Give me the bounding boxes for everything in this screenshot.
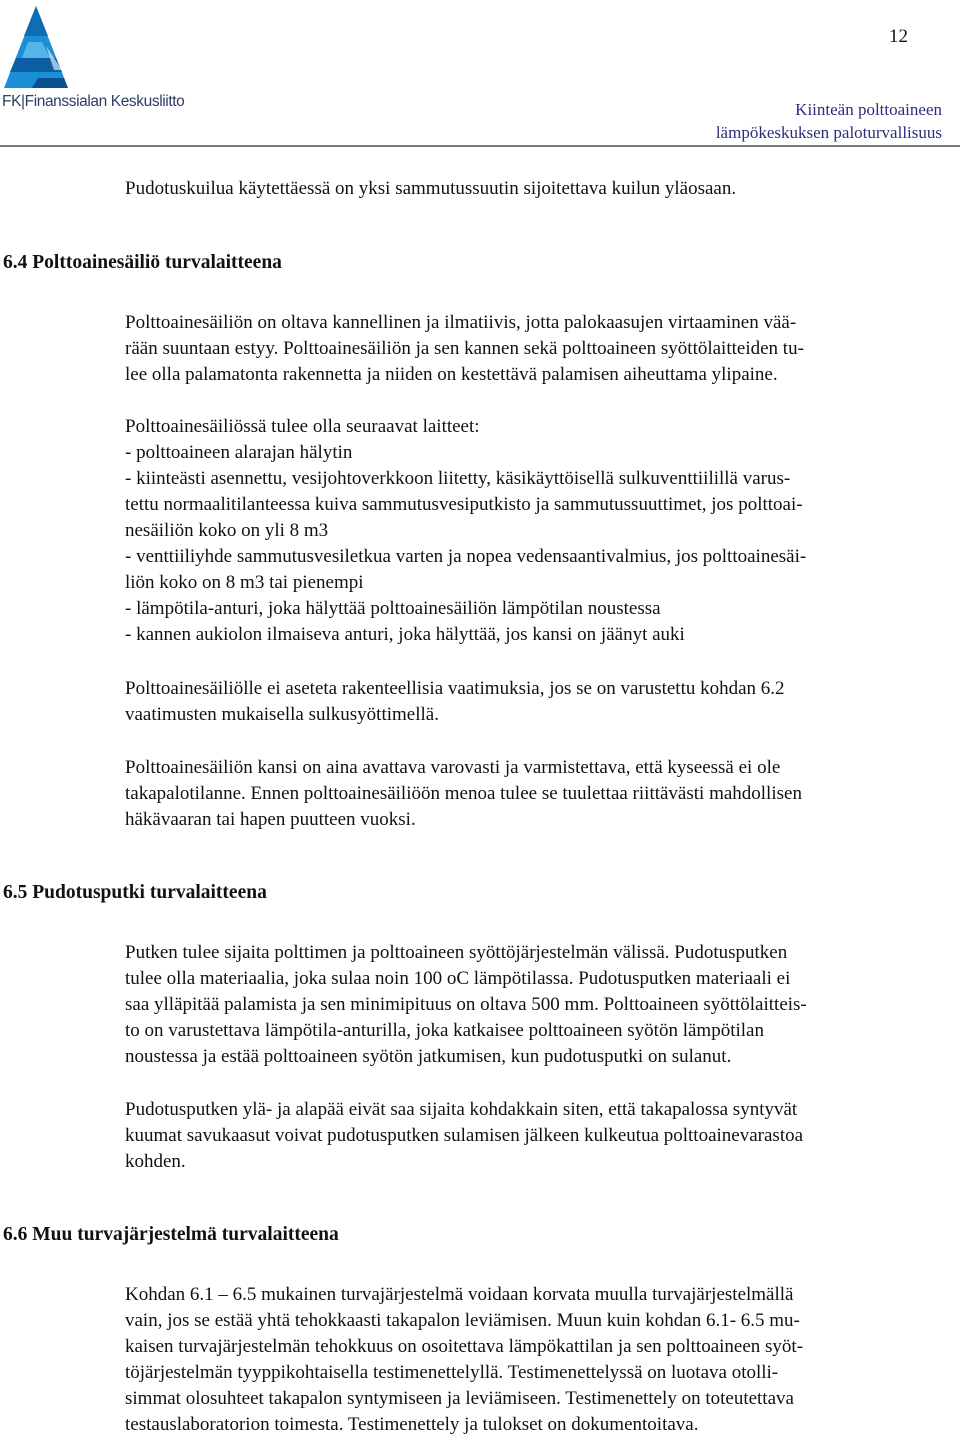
text-line: lee olla palamatonta rakennetta ja niiden on kestettävä palamisen aiheuttama ylipaine.: [125, 364, 778, 385]
text-line: Polttoainesäiliön kansi on aina avattava varovasti ja varmistettava, että kyseessä ei ole: [125, 757, 781, 778]
paragraph-6-4-4: [125, 755, 945, 833]
section-heading-6-4: 6.4 Polttoainesäiliö turvalaitteena: [3, 252, 282, 273]
paragraph-6-4-3: [125, 676, 945, 728]
text-line: kohden.: [125, 1151, 186, 1172]
text-line: kaisen turvajärjestelmän tehokkuus on osoitettava lämpökattilan ja sen polttoaineen syöt-: [125, 1336, 804, 1357]
text-line: Kohdan 6.1 – 6.5 mukainen turvajärjestelmä voidaan korvata muulla turvajärjestelmällä: [125, 1284, 794, 1305]
text-line: tulee olla materiaalia, joka sulaa noin 100 oC lämpötilassa. Pudotusputken materiaali ei: [125, 968, 791, 989]
text-line: to on varustettava lämpötila-anturilla, joka katkaisee polttoaineen syötön lämpötilan: [125, 1020, 764, 1041]
paragraph-intro: [125, 176, 945, 202]
paragraph-6-5-2: [125, 1097, 945, 1175]
list-item: - venttiiliyhde sammutusvesiletkua varten ja nopea vedensaantivalmius, jos polttoainesäi-: [125, 546, 807, 567]
text-line: rään suuntaan estyy. Polttoainesäiliön ja sen kannen sekä polttoaineen syöttölaitteiden tu-: [125, 338, 804, 359]
text-line: Polttoainesäiliön on oltava kannellinen ja ilmatiivis, jotta palokaasujen virtaaminen vää-: [125, 312, 797, 333]
section-heading-6-5: 6.5 Pudotusputki turvalaitteena: [3, 882, 267, 903]
text-line: Putken tulee sijaita polttimen ja polttoaineen syöttöjärjestelmän välissä. Pudotusputken: [125, 942, 788, 963]
text-line: testauslaboratorion toimesta. Testimenettely ja tulokset on dokumentoitava.: [125, 1414, 699, 1435]
text-line: simmat olosuhteet takapalon syntymiseen ja leviämiseen. Testimenettely on toteutettava: [125, 1388, 794, 1409]
text-line: takapalotilanne. Ennen polttoainesäiliöön menoa tulee se tuulettaa riittävästi mahdollisen: [125, 783, 802, 804]
text-line: saa ylläpitää palamista ja sen minimipituus on oltava 500 mm. Polttoaineen syöttölaitteis-: [125, 994, 807, 1015]
text-line: Pudotuskuilua käytettäessä on yksi sammutussuutin sijoitettava kuilun yläosaan.: [125, 178, 737, 199]
header-divider: [0, 145, 960, 147]
list-item: - polttoaineen alarajan hälytin: [125, 442, 353, 463]
text-line: tettu normaalitilanteessa kuiva sammutusvesiputkisto ja sammutussuuttimet, jos polttoai-: [125, 494, 803, 515]
list-item: - kiinteästi asennettu, vesijohtoverkkoon liitetty, käsikäyttöisellä sulkuventtiilillä varus-: [125, 468, 791, 489]
paragraph-6-5-1: [125, 940, 945, 1070]
text-line: vaatimusten mukaisella sulkusyöttimellä.: [125, 704, 439, 725]
list-item: - kannen aukiolon ilmaiseva anturi, joka hälyttää, jos kansi on jäänyt auki: [125, 624, 685, 645]
page-number: 12: [889, 26, 908, 47]
text-line: Polttoainesäiliölle ei aseteta rakenteellisia vaatimuksia, jos se on varustettu kohdan 6.2: [125, 678, 785, 699]
text-line: Polttoainesäiliössä tulee olla seuraavat laitteet:: [125, 416, 480, 437]
list-item: - lämpötila-anturi, joka hälyttää polttoainesäiliön lämpötilan noustessa: [125, 598, 661, 619]
text-line: töjärjestelmän tyyppikohtaisella testimenettelyllä. Testimenettelyssä on luotava otolli-: [125, 1362, 779, 1383]
text-line: nesäiliön koko on yli 8 m3: [125, 520, 329, 541]
text-line: kuumat savukaasut voivat pudotusputken sulamisen jälkeen kulkeutua polttoainevarastoa: [125, 1125, 804, 1146]
paragraph-6-4-1: [125, 310, 945, 388]
text-line: Pudotusputken ylä- ja alapää eivät saa sijaita kohdakkain siten, että takapalossa syntyvät: [125, 1099, 798, 1120]
paragraph-6-4-equipment-list: [125, 414, 945, 648]
document-title-line: lämpökeskuksen paloturvallisuus: [715, 123, 942, 142]
text-line: häkävaaran tai hapen puutteen vuoksi.: [125, 809, 416, 830]
document-title: [716, 98, 942, 144]
section-heading-6-6: 6.6 Muu turvajärjestelmä turvalaitteena: [3, 1224, 339, 1245]
text-line: noustessa ja estää polttoaineen syötön jatkumisen, kun pudotusputki on sulanut.: [125, 1046, 732, 1067]
document-title-line: Kiinteän polttoaineen: [795, 100, 942, 119]
paragraph-6-6-1: [125, 1282, 945, 1438]
text-line: liön koko on 8 m3 tai pienempi: [125, 572, 364, 593]
logo-text: FK|Finanssialan Keskusliitto: [2, 93, 185, 110]
text-line: vain, jos se estää yhtä tehokkaasti takapalon leviämisen. Muun kuin kohdan 6.1- 6.5 mu-: [125, 1310, 800, 1331]
